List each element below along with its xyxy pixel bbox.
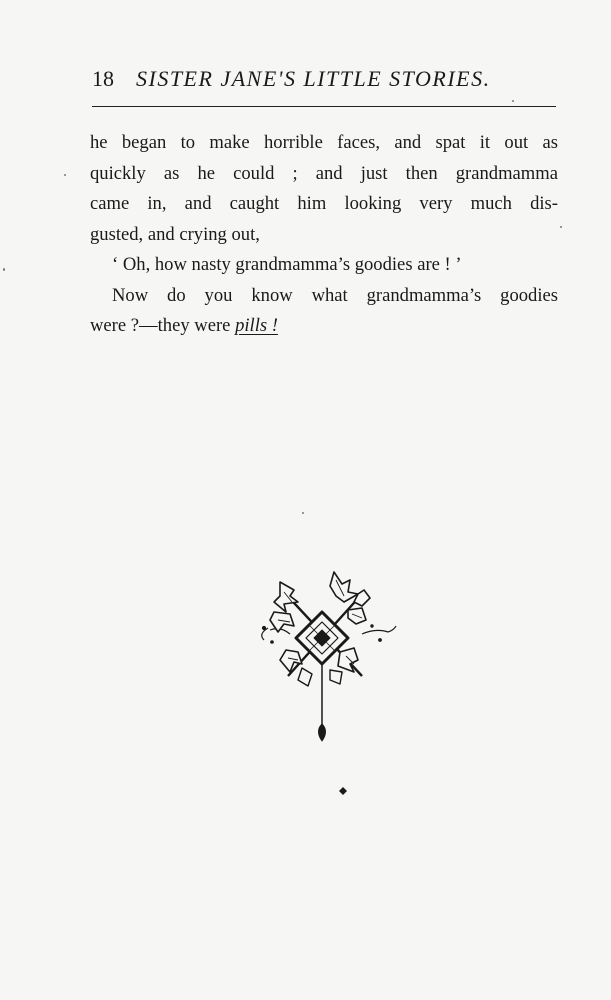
- page-number: 18: [92, 66, 114, 91]
- text-line: came in, and caught him looking very much dis-: [90, 193, 558, 214]
- text-line: Now do you know what grandmamma’s goodies: [112, 284, 558, 306]
- running-title: SISTER JANE'S LITTLE STORIES.: [136, 66, 491, 91]
- final-line-text: were ?—they were: [90, 315, 236, 336]
- paper-speck: [3, 268, 5, 271]
- story-text: [90, 128, 558, 342]
- pills-emphasis: pills !: [235, 315, 278, 336]
- end-mark-icon: [339, 787, 347, 795]
- text-line: he began to make horrible faces, and spat it out as: [90, 132, 558, 153]
- text-line: quickly as he could ; and just then grandmamma: [90, 162, 558, 184]
- header-rule: [92, 106, 556, 107]
- text-line: gusted, and crying out,: [90, 223, 260, 245]
- paper-speck: [512, 100, 514, 102]
- final-line: [90, 311, 558, 342]
- paper-speck: [560, 226, 562, 228]
- ivy-tailpiece-icon: [250, 568, 400, 746]
- paper-speck: [64, 174, 66, 176]
- quoted-exclamation: ‘ Oh, how nasty grandmamma’s goodies are ! ’: [112, 254, 462, 275]
- paper-speck: [302, 512, 304, 514]
- running-header: [92, 66, 556, 100]
